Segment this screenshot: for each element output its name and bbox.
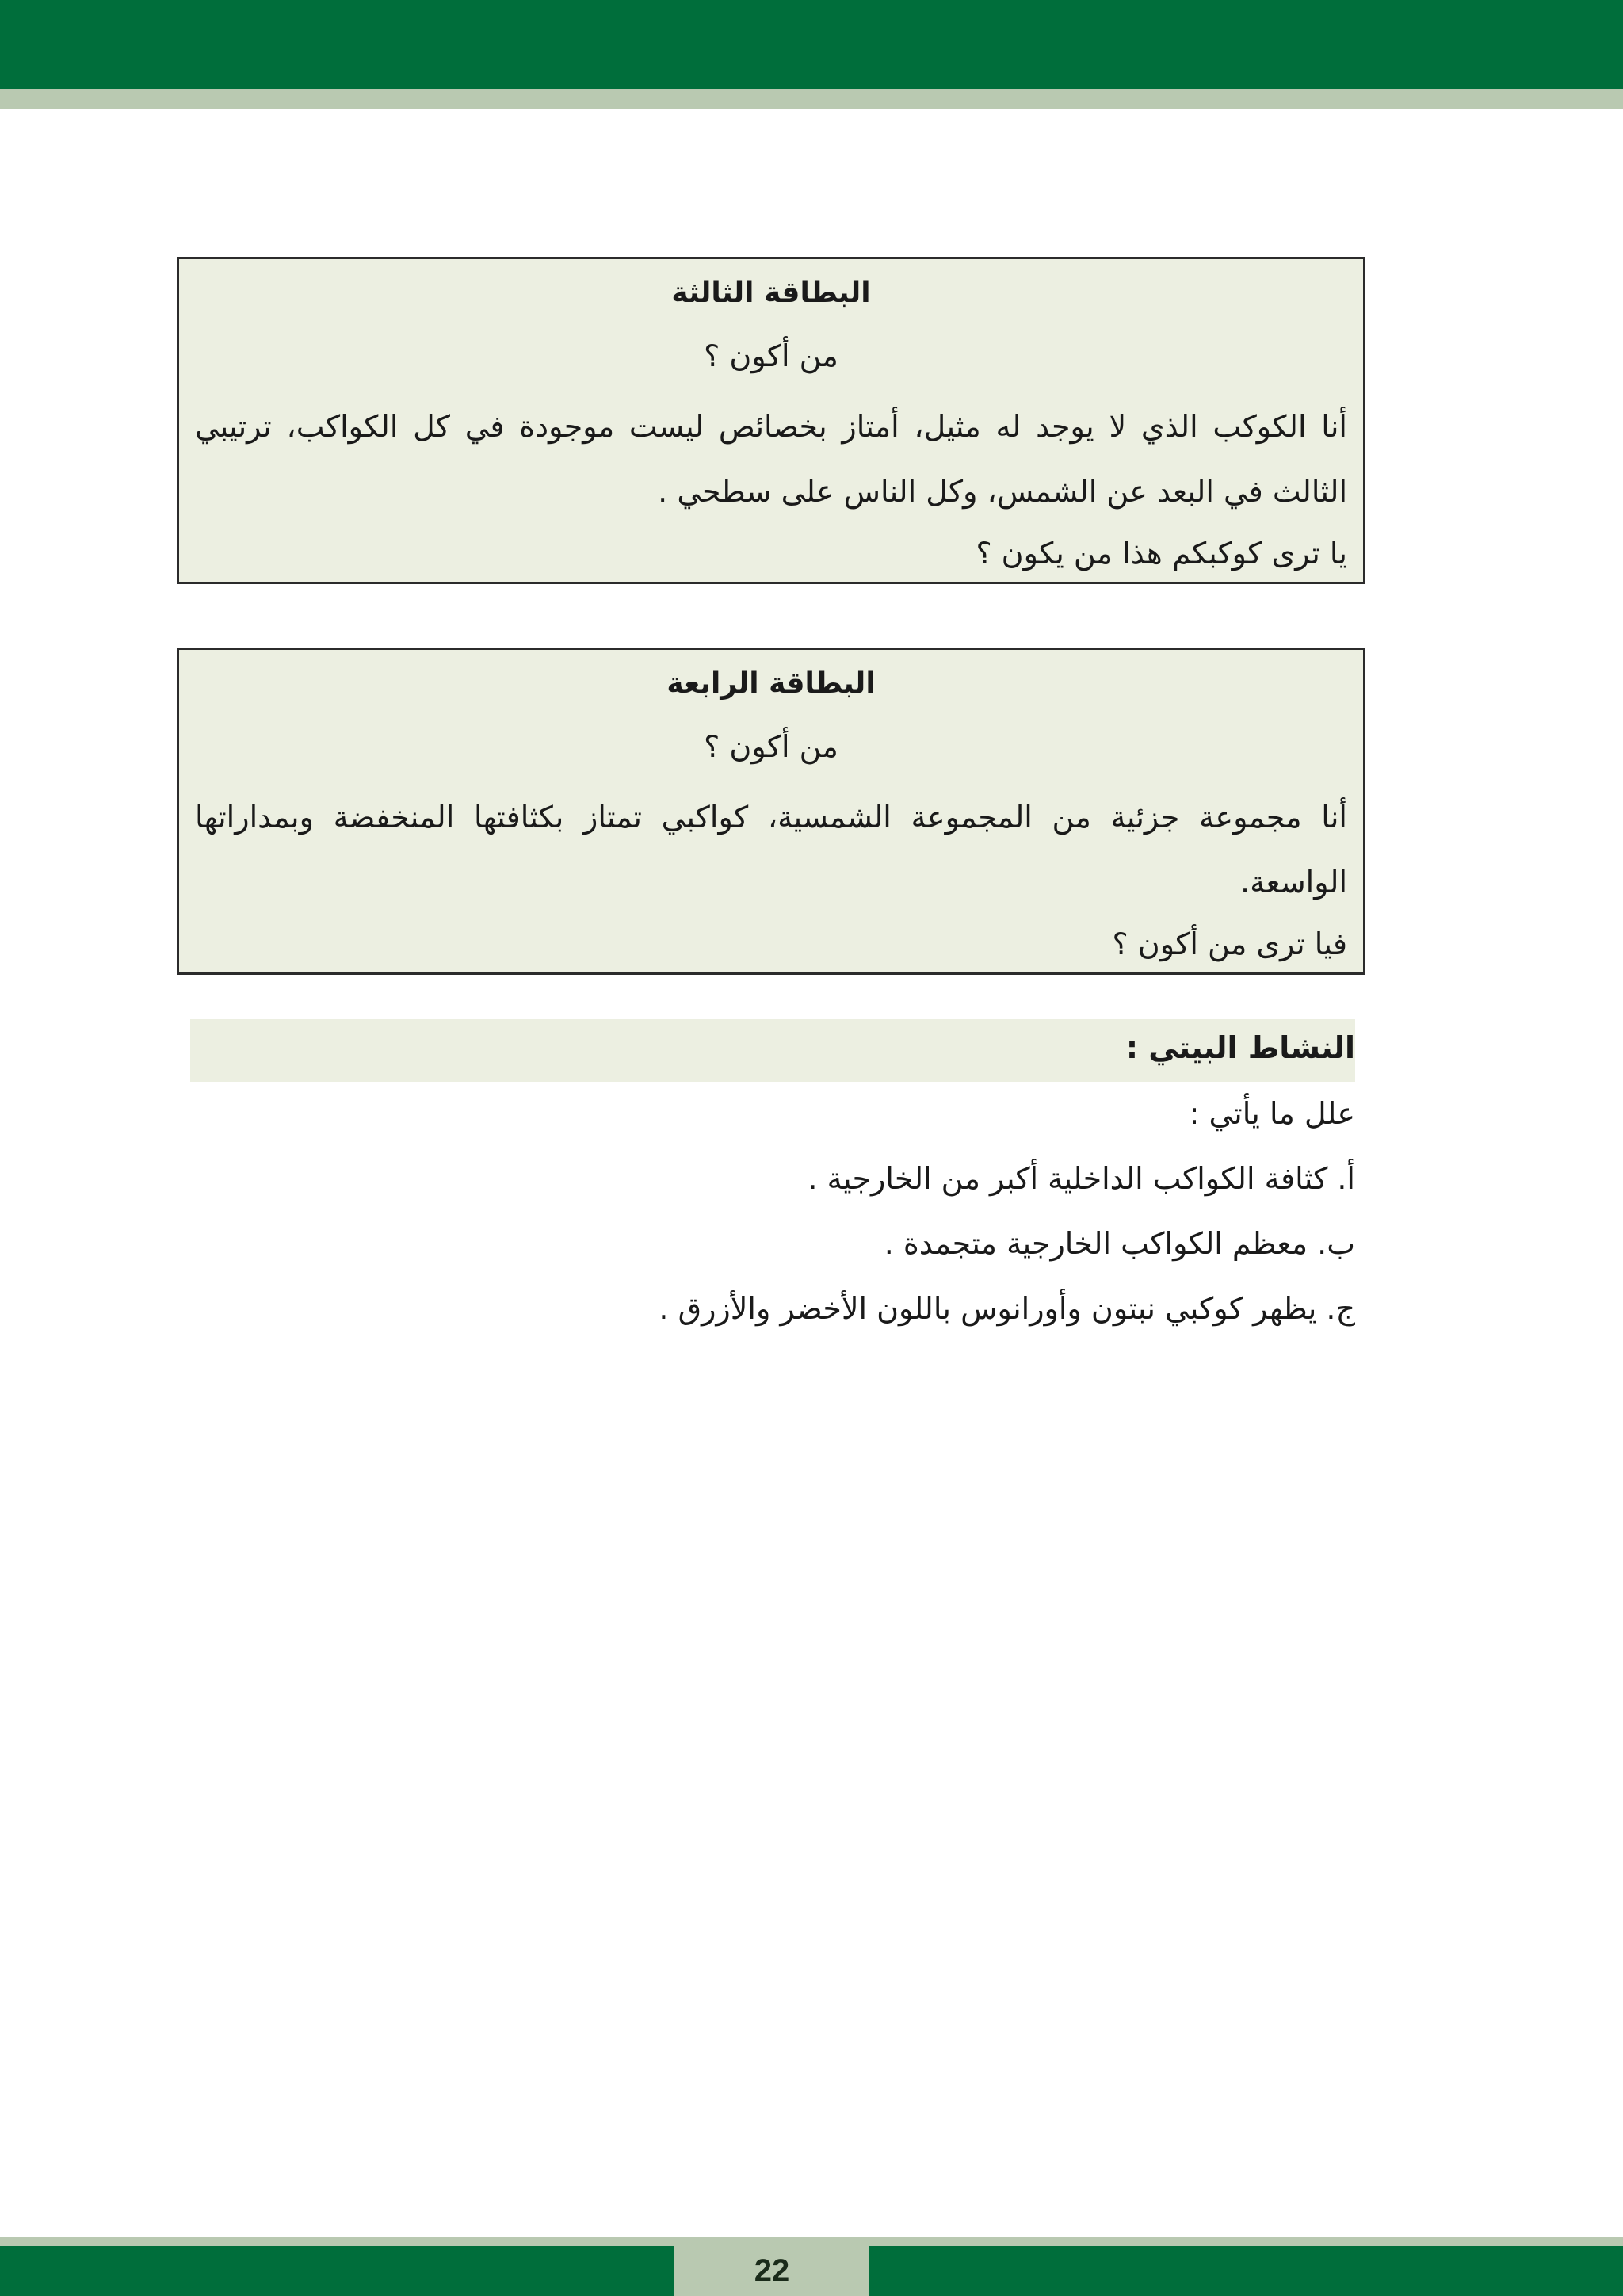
card-subtitle: من أكون ؟	[704, 338, 838, 373]
header-stripe	[0, 89, 1623, 109]
card-body: أنا مجموعة جزئية من المجموعة الشمسية، كواكبي تمتاز بكثافتها المنخفضة وبمداراتها الواسعة.	[195, 800, 1347, 900]
card-subtitle: من أكون ؟	[704, 729, 838, 764]
list-item: ب. معظم الكواكب الخارجية متجمدة .	[884, 1226, 1355, 1261]
card-question: يا ترى كوكبكم هذا من يكون ؟	[976, 536, 1347, 571]
card-third	[177, 257, 1365, 584]
card-title: البطاقة الثالثة	[671, 277, 871, 309]
card-title: البطاقة الرابعة	[666, 667, 876, 700]
list-item: علل ما يأتي :	[1189, 1096, 1355, 1131]
card-question: فيا ترى من أكون ؟	[1112, 926, 1347, 961]
page-number: 22	[754, 2253, 790, 2288]
card-body: أنا الكوكب الذي لا يوجد له مثيل، أمتاز بخصائص ليست موجودة في كل الكواكب، ترتيبي الثالث في البعد عن الشمس، وكل الناس على سطحي .	[195, 409, 1347, 509]
activity-list	[659, 1091, 1355, 1350]
list-item: أ. كثافة الكواكب الداخلية أكبر من الخارجية .	[808, 1161, 1355, 1196]
header-band	[0, 0, 1623, 89]
card-fourth	[177, 648, 1365, 975]
activity-title: النشاط البيتي :	[1125, 1030, 1355, 1065]
list-item: ج. يظهر كوكبي نبتون وأورانوس باللون الأخضر والأزرق .	[659, 1291, 1355, 1326]
